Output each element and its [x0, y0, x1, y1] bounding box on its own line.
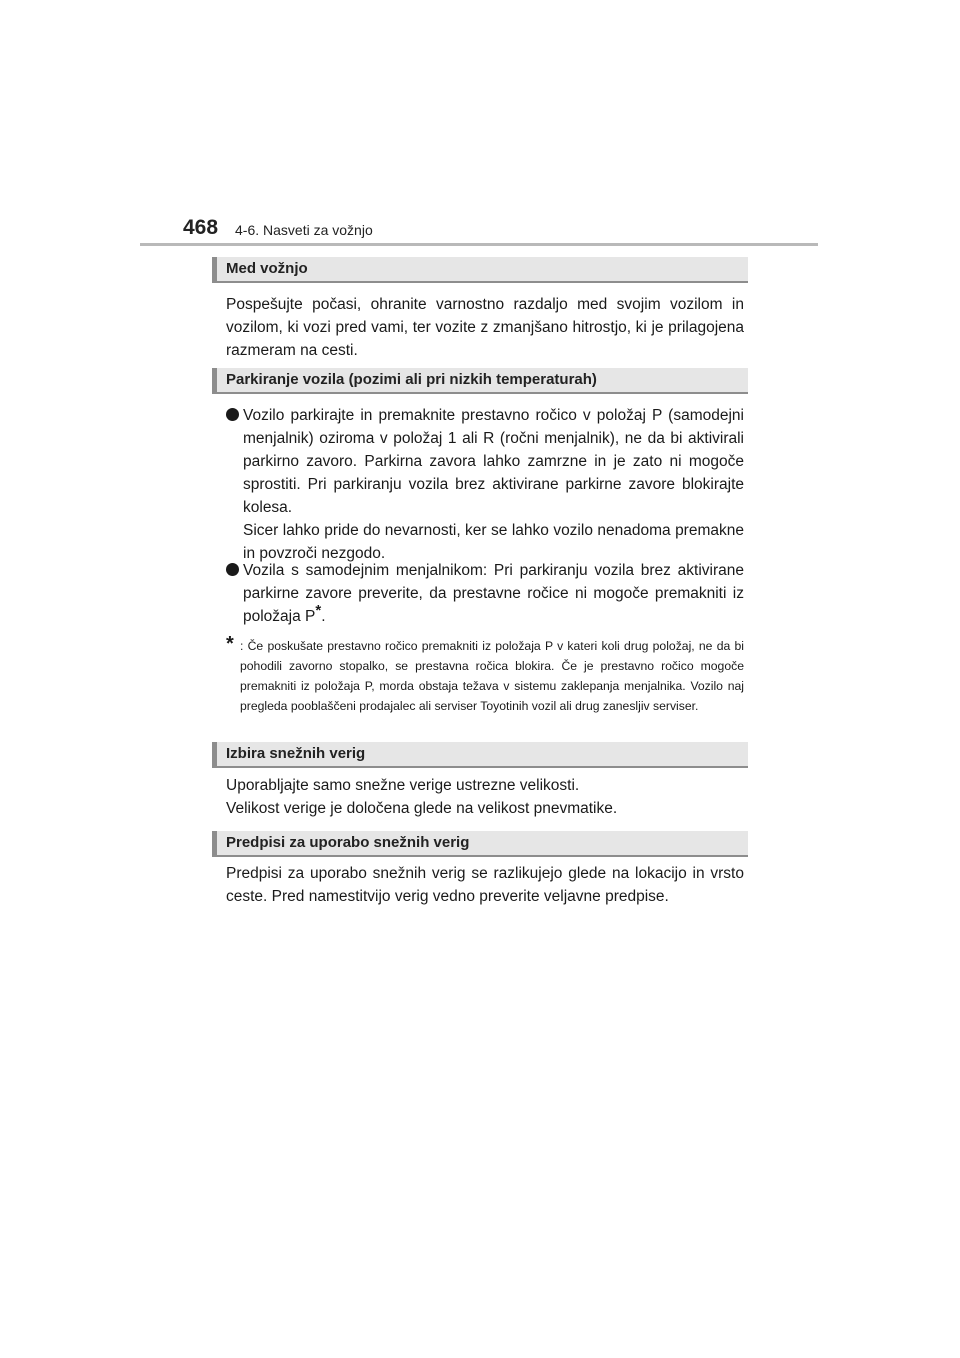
section-heading-chains-choice-label: Izbira snežnih verig [226, 745, 366, 762]
chains-rules-paragraph: Predpisi za uporabo snežnih verig se razlikujejo glede na lokacijo in vrsto ceste. Pred namestitvijo verig vedno preverite veljavne predpise. [226, 865, 744, 905]
parking-bullet-1 [226, 404, 744, 565]
section-heading-chains-choice [212, 742, 748, 768]
section-heading-chains-rules [212, 831, 748, 857]
footnote-asterisk: * [226, 633, 234, 655]
section-heading-driving-label: Med vožnjo [226, 260, 308, 277]
footnote-text: : Če poskušate prestavno ročico premakniti iz položaja P v kateri koli drug položaj, ne da bi pohodili zavorno stopalko, se prestavna ročica blokira. Če je prestavno ročico mogoče premakniti iz položaja P, morda obstaja težava v sistemu zaklepanja menjalnika. Vozilo naj pregleda pooblaščeni prodajalec ali serviser Toyotinih vozil ali drug zanesljiv serviser. [240, 639, 744, 713]
section-heading-driving [212, 257, 748, 283]
bullet-icon [226, 563, 239, 576]
footnote-marker: * [315, 601, 322, 619]
parking-bullet-2-text: Vozila s samodejnim menjalnikom: Pri parkiranju vozila brez aktivirane parkirne zavore preverite, da prestavne ročice ni mogoče premakniti iz položaja P [243, 562, 744, 625]
parking-bullet-2 [226, 559, 744, 628]
chains-choice-line-1: Uporabljajte samo snežne verige ustrezne velikosti. [226, 777, 580, 794]
section-heading-chains-rules-label: Predpisi za uporabo snežnih verig [226, 834, 470, 851]
parking-bullet-2-end: . [321, 608, 326, 625]
section-heading-parking-label: Parkiranje vozila (pozimi ali pri nizkih temperaturah) [226, 371, 597, 388]
bullet-icon [226, 408, 239, 421]
parking-bullet-1-text: Vozilo parkirajte in premaknite prestavno ročico v položaj P (samodejni menjalnik) oziroma v položaj 1 ali R (ročni menjalnik), ne da bi aktivirali parkirno zavoro. Parkirna zavora lahko zamrzne in je zato ni mogoče sprostiti. Pri parkiranju vozila brez aktivirane parkirne zavore blokirajte kolesa. [243, 407, 744, 516]
page-number: 468 [183, 216, 219, 239]
chains-choice-line-2: Velikost verige je določena glede na velikost pnevmatike. [226, 800, 618, 817]
driving-paragraph: Pospešujte počasi, ohranite varnostno razdaljo med svojim vozilom in vozilom, ki vozi pred vami, ter vozite z zmanjšano hitrostjo, ki je prilagojena razmeram na cesti. [226, 296, 744, 359]
parking-bullet-1-warning: Sicer lahko pride do nevarnosti, ker se lahko vozilo nenadoma premakne in povzroči nezgodo. [243, 522, 744, 562]
footnote [226, 633, 744, 716]
header-divider [140, 243, 818, 246]
section-heading-parking [212, 368, 748, 394]
chapter-title: 4-6. Nasveti za vožnjo [235, 222, 373, 238]
